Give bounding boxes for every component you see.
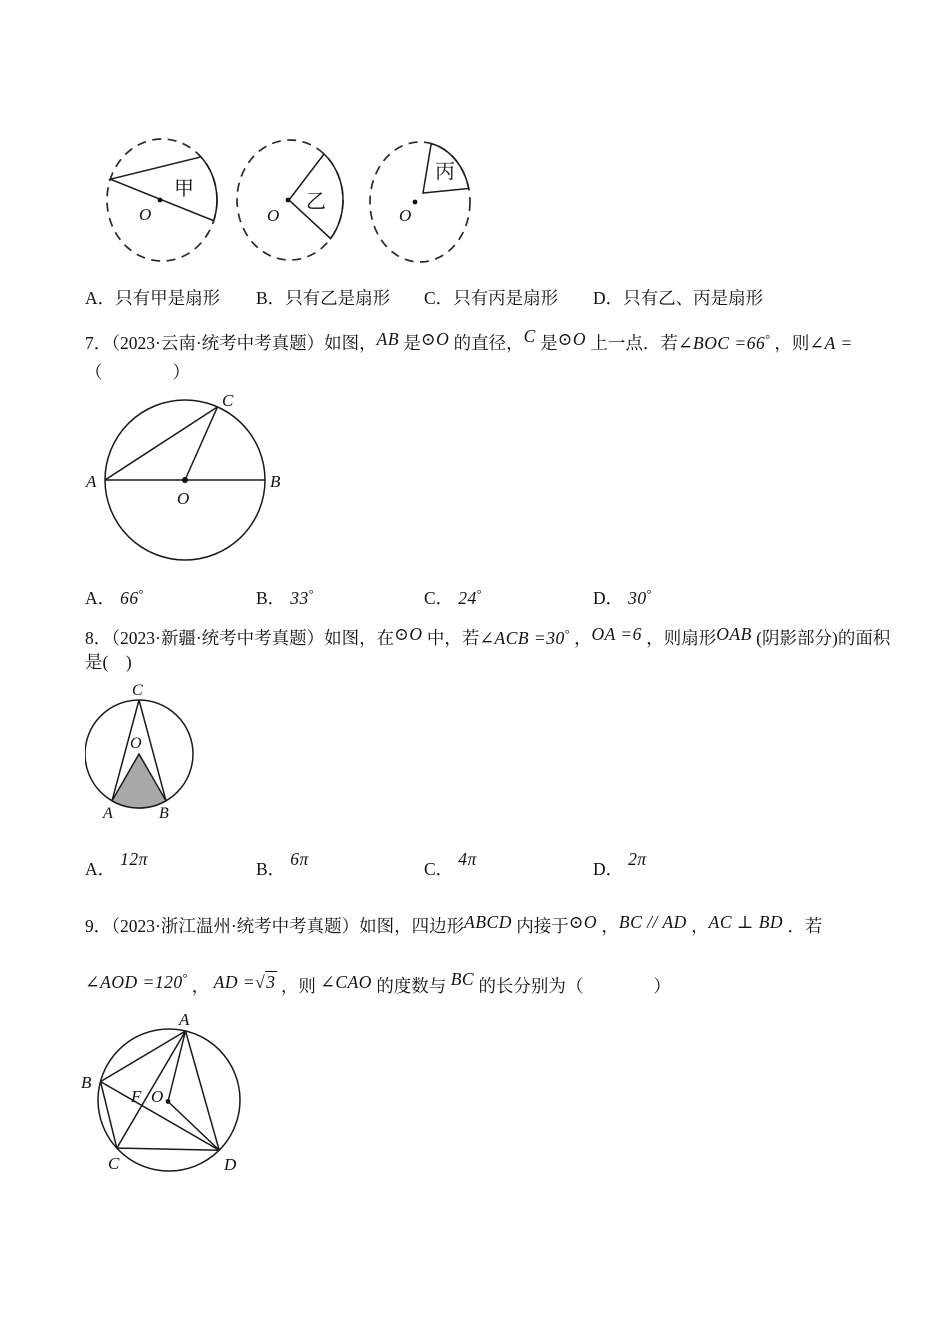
q9-stem-text-8: 的度数与: [376, 976, 447, 996]
q8-option-a-label: A．: [85, 859, 116, 879]
q8-option-a: [85, 849, 148, 883]
q8-shaded-sector-oab: [112, 754, 166, 808]
q8-option-d-label: D．: [593, 859, 624, 879]
q9-stem-text-6: ，: [191, 976, 210, 996]
q6-option-b-label: B．: [256, 288, 286, 308]
q8-option-c-value: 4π: [458, 849, 477, 869]
q9-side-cd: [117, 1148, 219, 1150]
q9-stem-line1: [85, 912, 822, 940]
q8-label-b: B: [159, 805, 169, 822]
q8-stem-text-1: 8．（2023·新疆·统考中考真题）如图，在: [85, 628, 395, 648]
q8-math-oab: OAB: [716, 624, 752, 644]
figure-bing-circle: [370, 142, 470, 262]
q9-label-a: A: [179, 1012, 190, 1029]
q9-math-ac-perp-bd: AC ⊥ BD: [708, 912, 784, 932]
q6-option-c-label: C．: [424, 288, 454, 308]
q9-math-ad-sqrt3: AD =√3: [213, 972, 276, 992]
q9-math-circle-o: ⊙O: [568, 912, 598, 932]
degree-sign: °: [182, 971, 188, 985]
q6-option-d-text: 只有乙、丙是扇形: [623, 288, 764, 308]
q7-option-b-label: B．: [256, 588, 286, 608]
q7-option-d: [593, 580, 651, 612]
q8-option-b: [256, 849, 309, 883]
q6-option-c-text: 只有丙是扇形: [453, 288, 559, 308]
q7-label-a: A: [86, 472, 97, 491]
q6-option-d-label: D．: [593, 288, 624, 308]
degree-sign: °: [765, 332, 771, 346]
q6-option-d: [593, 284, 763, 312]
label-bing: 丙: [435, 161, 455, 183]
degree-sign: °: [564, 627, 570, 641]
q9-label-o: O: [151, 1087, 164, 1106]
q7-option-a: [85, 580, 143, 612]
q7-option-c: [424, 580, 482, 612]
q9-stem-text-5: ．若: [787, 916, 823, 936]
q9-label-f: F: [131, 1087, 142, 1106]
q9-circle-figure: [75, 1012, 265, 1187]
label-o-yi: O: [267, 206, 280, 225]
q8-math-oa: OA =6: [591, 624, 642, 644]
q8-stem-text-4: ，则扇形: [646, 628, 717, 648]
figure-jia-circle: [107, 139, 217, 261]
q9-center-dot: [166, 1099, 171, 1104]
q9-math-angle-cao: ∠CAO: [320, 972, 372, 992]
q9-stem-text-2: 内接于: [516, 916, 569, 936]
q6-option-b-text: 只有乙是扇形: [285, 288, 391, 308]
q8-label-a: A: [103, 805, 113, 822]
center-dot-jia: [158, 198, 163, 203]
q9-math-bc-parallel-ad: BC // AD: [618, 912, 687, 932]
q9-stem-text-9: 的长分别为: [478, 976, 566, 996]
q8-option-c: [424, 849, 477, 883]
degree-sign: °: [308, 587, 314, 601]
q9-label-c: C: [108, 1154, 120, 1173]
q6-option-a-label: A．: [85, 288, 116, 308]
q9-stem-line2: [85, 968, 671, 1000]
q9-stem-text-1: 9．（2023·浙江温州·统考中考真题）如图，四边形: [85, 916, 465, 936]
q8-option-d: [593, 849, 647, 883]
q7-label-b: B: [270, 472, 281, 491]
q9-stem-text-7: ，则: [280, 976, 316, 996]
sqrt-radicand: 3: [266, 972, 276, 992]
q9-math-arc-bc: BC: [450, 969, 475, 989]
q6-option-c: [424, 284, 558, 312]
degree-sign: °: [646, 587, 652, 601]
q7-option-d-label: D．: [593, 588, 624, 608]
q7-math-circle-o-1: ⊙O: [420, 329, 450, 349]
sqrt-sign: √: [255, 972, 266, 992]
q8-stem-line2: 是( ): [85, 652, 132, 672]
region-jia: [110, 157, 217, 221]
q9-side-da: [186, 1031, 220, 1150]
q7-option-c-value: 24°: [458, 587, 482, 608]
q6-options-row: [85, 284, 915, 314]
q7-option-a-value: 66°: [120, 587, 144, 608]
q7-math-ab: AB: [376, 329, 400, 349]
q7-option-d-value: 30°: [628, 587, 652, 608]
degree-sign: °: [476, 587, 482, 601]
q9-radius-oa: [168, 1031, 186, 1102]
q8-option-a-value: 12π: [120, 849, 148, 869]
q7-stem-text-2: 是: [403, 333, 421, 353]
label-o-jia: O: [139, 205, 152, 224]
q8-stem: [85, 620, 890, 652]
q8-stem-text-2: 中，若: [426, 628, 480, 648]
q8-option-c-label: C．: [424, 859, 454, 879]
q7-label-c: C: [222, 392, 234, 410]
q9-answer-paren: （ ）: [565, 976, 671, 996]
q8-circle-figure: [85, 682, 220, 824]
q8-option-b-value: 6π: [290, 849, 309, 869]
q6-option-b: [256, 284, 390, 312]
q8-option-b-label: B．: [256, 859, 286, 879]
q7-stem-text-3: 的直径，: [453, 333, 524, 353]
q8-stem-text-3: ，: [573, 628, 592, 648]
q7-center-dot: [182, 477, 188, 483]
q7-circle-figure: [85, 392, 285, 577]
center-dot-bing: [413, 200, 418, 205]
q9-label-b: B: [81, 1073, 92, 1092]
figure-yi-circle: [237, 140, 343, 260]
q8-math-circle-o: ⊙O: [394, 624, 423, 644]
q7-math-circle-o-2: ⊙O: [557, 329, 586, 349]
q8-option-d-value: 2π: [628, 849, 647, 869]
label-jia: 甲: [174, 178, 194, 200]
q8-options-row: [85, 849, 915, 885]
q9-label-d: D: [224, 1155, 237, 1174]
q9-math-angle-aod: ∠AOD =120°: [85, 971, 188, 992]
sector-comparison-figure: [90, 120, 480, 272]
q7-stem-text-4: 是: [540, 333, 558, 353]
q7-math-angle-boc: ∠BOC =66°: [677, 332, 771, 353]
q8-stem-text-5: (阴影部分)的面积: [756, 628, 891, 648]
q8-math-angle-acb: ∠ACB =30°: [479, 627, 570, 648]
q9-stem-text-3: ，: [601, 916, 619, 936]
q7-answer-paren: （ ）: [85, 362, 190, 382]
q7-stem-text-1: 7．（2023·云南·统考中考真题）如图，: [85, 333, 377, 353]
q7-stem-text-5: 上一点．若: [590, 333, 678, 353]
q8-label-o: O: [130, 735, 142, 752]
q7-math-c: C: [523, 326, 536, 346]
q7-options-row: [85, 580, 915, 610]
q8-label-c: C: [132, 682, 143, 699]
label-yi: 乙: [306, 191, 326, 213]
q6-option-a-text: 只有甲是扇形: [115, 288, 221, 308]
center-dot-yi: [286, 198, 291, 203]
label-o-bing: O: [399, 206, 412, 225]
q7-option-a-label: A．: [85, 588, 116, 608]
q7-stem-text-6: ，则: [774, 333, 810, 353]
q7-option-b-value: 33°: [290, 587, 314, 608]
q7-option-b: [256, 580, 314, 612]
degree-sign: °: [138, 587, 144, 601]
q9-stem-text-4: ，: [691, 916, 709, 936]
q7-stem: [85, 325, 853, 357]
q7-label-o: O: [177, 489, 190, 508]
q7-option-c-label: C．: [424, 588, 454, 608]
q6-option-a: [85, 284, 220, 312]
q7-math-angle-a: ∠A =: [809, 333, 853, 353]
q9-math-abcd: ABCD: [464, 912, 512, 932]
